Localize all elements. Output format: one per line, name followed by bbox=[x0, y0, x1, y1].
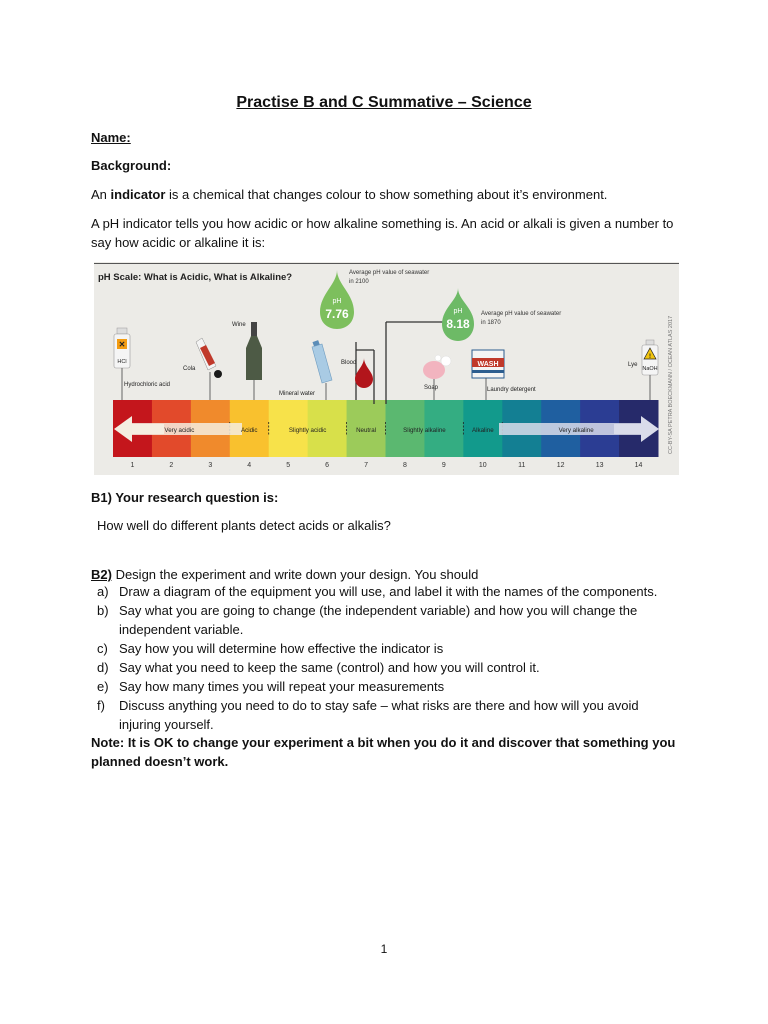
list-marker: c) bbox=[97, 641, 108, 656]
ph-number: 14 bbox=[634, 462, 643, 469]
band-label: Neutral bbox=[356, 427, 377, 434]
drop-2100-ph-label: pH bbox=[332, 298, 342, 305]
cola-bottle-icon bbox=[196, 338, 222, 378]
list-marker: d) bbox=[97, 660, 109, 675]
list-item bbox=[91, 639, 681, 658]
ph-scale-graphic bbox=[94, 262, 679, 475]
list-item bbox=[91, 601, 681, 639]
band-label: Slightly acidic bbox=[288, 427, 327, 434]
ph-number: 2 bbox=[169, 462, 174, 469]
svg-text:!: ! bbox=[649, 354, 651, 360]
drop-1870-caption-2: in 1870 bbox=[481, 320, 501, 326]
drop-1870-value: 8.18 bbox=[446, 317, 470, 331]
ph-number: 9 bbox=[441, 462, 446, 469]
ph-number: 3 bbox=[208, 462, 213, 469]
list-text: Say how you will determine how effective the indicator is bbox=[119, 641, 444, 656]
name-label: Name: bbox=[91, 130, 131, 145]
laundry-box-icon bbox=[472, 350, 504, 378]
drop-1870 bbox=[442, 288, 474, 341]
page-number: 1 bbox=[380, 942, 388, 956]
list-text: Draw a diagram of the equipment you will use, and label it with the names of the components. bbox=[119, 584, 658, 599]
ph-number: 11 bbox=[518, 462, 526, 469]
band-label: Alkaline bbox=[471, 427, 494, 434]
research-question: How well do different plants detect acids or alkalis? bbox=[97, 518, 391, 533]
hcl-bottle-icon bbox=[114, 328, 130, 368]
drop-2100-caption-2: in 2100 bbox=[349, 279, 369, 285]
document-title: Practise B and C Summative – Science bbox=[236, 94, 532, 111]
hcl-bottle-label: HCl bbox=[117, 359, 127, 365]
lye-label: Lye bbox=[628, 362, 638, 368]
figure-title: pH Scale: What is Acidic, What is Alkaline? bbox=[98, 272, 293, 283]
lye-bottle-icon bbox=[642, 340, 658, 375]
list-item bbox=[91, 696, 681, 734]
intro-prefix: An bbox=[91, 187, 111, 202]
wine-label: Wine bbox=[232, 322, 246, 328]
note: Note: It is OK to change your experiment a bit when you do it and discover that something you planned doesn’t work. bbox=[91, 735, 676, 769]
list-marker: a) bbox=[97, 584, 109, 599]
list-text: Say what you need to keep the same (control) and how you will control it. bbox=[119, 660, 540, 675]
ph-numbers bbox=[131, 462, 643, 469]
ph-number: 8 bbox=[403, 462, 407, 469]
drop-1870-ph-label: pH bbox=[453, 308, 463, 315]
ph-number: 7 bbox=[364, 462, 368, 469]
svg-text:✕: ✕ bbox=[118, 340, 126, 349]
b1-heading: B1) Your research question is: bbox=[91, 490, 279, 505]
drop-2100-caption-1: Average pH value of seawater bbox=[349, 270, 430, 276]
ph-number: 6 bbox=[325, 462, 330, 469]
ph-scale-figure bbox=[94, 262, 679, 475]
wine-bottle-icon bbox=[246, 322, 262, 380]
mineral-water-label: Mineral water bbox=[279, 391, 316, 397]
b2-intro-text: Design the experiment and write down your design. You should bbox=[111, 567, 479, 582]
list-marker: b) bbox=[97, 603, 109, 618]
b2-task-list bbox=[91, 582, 681, 734]
indicator-definition bbox=[91, 185, 681, 204]
ph-number: 1 bbox=[130, 462, 135, 469]
laundry-label: Laundry detergent bbox=[487, 387, 536, 393]
blood-drop-icon bbox=[355, 358, 373, 388]
intro-suffix: is a chemical that changes colour to show something about it’s environment. bbox=[165, 187, 608, 202]
ph-number: 10 bbox=[478, 462, 487, 469]
indicator-term: indicator bbox=[110, 187, 166, 202]
ph-number: 13 bbox=[595, 462, 604, 469]
ph-number: 4 bbox=[247, 462, 252, 469]
list-marker: f) bbox=[97, 698, 105, 713]
laundry-box-label: WASH bbox=[477, 361, 499, 368]
drop-2100-value: 7.76 bbox=[325, 307, 349, 321]
soap-icon bbox=[423, 355, 451, 379]
list-text: Say how many times you will repeat your measurements bbox=[119, 679, 445, 694]
band-label: Very acidic bbox=[164, 427, 195, 434]
drop-1870-caption-1: Average pH value of seawater bbox=[481, 311, 562, 317]
band-label: Acidic bbox=[240, 427, 258, 434]
cola-label: Cola bbox=[183, 366, 196, 372]
water-bottle-icon bbox=[312, 340, 332, 383]
background-label: Background: bbox=[91, 158, 172, 173]
list-text: Discuss anything you need to do to stay safe – what risks are there and how will you avoid injuring yourself. bbox=[119, 698, 639, 732]
list-marker: e) bbox=[97, 679, 109, 694]
list-text: Say what you are going to change (the independent variable) and how you will change the independent variable. bbox=[119, 603, 638, 637]
ph-number: 12 bbox=[556, 462, 565, 469]
blood-label: Blood bbox=[341, 360, 357, 366]
ph-paragraph: A pH indicator tells you how acidic or how alkaline something is. An acid or alkali is given a number to say how acidic or alkaline it is: bbox=[91, 216, 674, 250]
hcl-label: Hydrochloric acid bbox=[124, 382, 171, 388]
lye-bottle-label: NaOH bbox=[642, 366, 658, 372]
band-label: Slightly alkaline bbox=[403, 427, 446, 434]
list-item bbox=[91, 658, 681, 677]
figure-credit: CC-BY-SA PETRA BOECKMANN / OCEAN ATLAS 2017 bbox=[668, 315, 674, 454]
band-label: Very alkaline bbox=[558, 427, 594, 434]
list-item bbox=[91, 677, 681, 696]
list-item bbox=[91, 582, 681, 601]
ph-number: 5 bbox=[286, 462, 291, 469]
soap-label: Soap bbox=[424, 385, 439, 391]
b2-label: B2) bbox=[91, 567, 112, 582]
